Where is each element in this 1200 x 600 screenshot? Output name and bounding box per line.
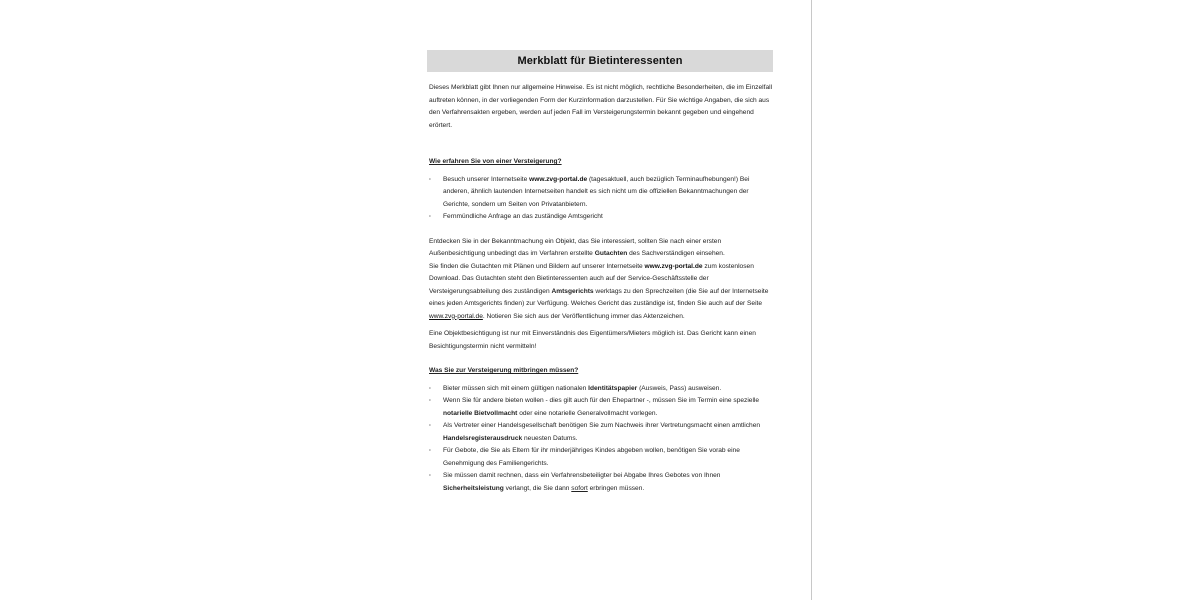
info-sources-list <box>427 174 773 224</box>
zvg-portal-link[interactable]: www.zvg-portal.de <box>529 175 588 183</box>
list-item: · Bieter müssen sich mit einem gültigen nationalen Identitätspapier (Ausweis, Pass) ausweisen. <box>427 383 773 396</box>
list-item: · Als Vertreter einer Handelsgesellschaft benötigen Sie zum Nachweis ihrer Vertretungsmacht einen amtlichen Handelsregisterausdruck neuesten Datums. <box>427 420 773 445</box>
document-page <box>427 50 773 495</box>
gutachten-paragraph: Entdecken Sie in der Bekanntmachung ein Objekt, das Sie interessiert, sollten Sie nach einer ersten Außenbesichtigung unbedingt das im Verfahren erstellte Gutachten des Sachverständigen einsehen. Sie finden die Gutachten mit Plänen und Bildern auf unserer Internetseite www.zvg-portal.de zum kostenlosen Download. Das Gutachten steht den Bietinteressenten auch auf der Service-Geschäftsstelle der Versteigerungsabteilung des zuständigen Amtsgerichts werktags zu den Sprechzeiten (die Sie auf der Internetseite eines jeden Amtsgerichts finden) zur Verfügung. Welches Gericht das zuständige ist, finden Sie auch auf der Seite www.zvg-portal.de. Notieren Sie sich aus der Veröffentlichung immer das Aktenzeichen. <box>429 237 769 320</box>
section-heading-versteigerung: Wie erfahren Sie von einer Versteigerung? <box>429 158 562 165</box>
list-item: · Wenn Sie für andere bieten wollen - dies gilt auch für den Ehepartner -, müssen Sie im Termin eine spezielle notarielle Bietvollmacht oder eine notarielle Generalvollmacht vorlegen. <box>427 395 773 420</box>
page-right-edge <box>811 0 812 600</box>
section-heading-mitbringen: Was Sie zur Versteigerung mitbringen müssen? <box>429 367 579 374</box>
list-item: · Fernmündliche Anfrage an das zuständige Amtsgericht <box>427 211 773 224</box>
besichtigung-paragraph: Eine Objektbesichtigung ist nur mit Einverständnis des Eigentümers/Mieters möglich ist. Das Gericht kann einen Besichtigungstermin nicht vermitteln! <box>429 330 756 350</box>
document-title: Merkblatt für Bietinteressenten <box>427 50 773 72</box>
list-item: · Sie müssen damit rechnen, dass ein Verfahrensbeteiligter bei Abgabe Ihres Gebotes von Ihnen Sicherheitsleistung verlangt, die Sie dann sofort erbringen müssen. <box>427 470 773 495</box>
list-item: · Besuch unserer Internetseite www.zvg-portal.de (tagesaktuell, auch bezüglich Terminaufhebungen!) Bei anderen, ähnlich lautenden Internetseiten handelt es sich nicht um die offiziellen Bekanntmachungen der Gerichte, sondern um Seiten von Privatanbietern. <box>427 174 773 212</box>
zvg-portal-link[interactable]: www.zvg-portal.de <box>429 312 483 320</box>
list-item: · Für Gebote, die Sie als Eltern für ihr minderjähriges Kindes abgeben wollen, benötigen Sie vorab eine Genehmigung des Familiengerichts. <box>427 445 773 470</box>
intro-paragraph: Dieses Merkblatt gibt Ihnen nur allgemeine Hinweise. Es ist nicht möglich, rechtliche Besonderheiten, die im Einzelfall auftreten können, in der vorliegenden Form der Kurzinformation darzustellen. Für Sie wichtige Angaben, die sich aus den Verfahrensakten ergeben, werden auf jeden Fall im Versteigerungstermin bekannt gegeben und eingehend erörtert. <box>429 84 773 129</box>
requirements-list <box>427 383 773 496</box>
zvg-portal-link[interactable]: www.zvg-portal.de <box>644 262 703 270</box>
